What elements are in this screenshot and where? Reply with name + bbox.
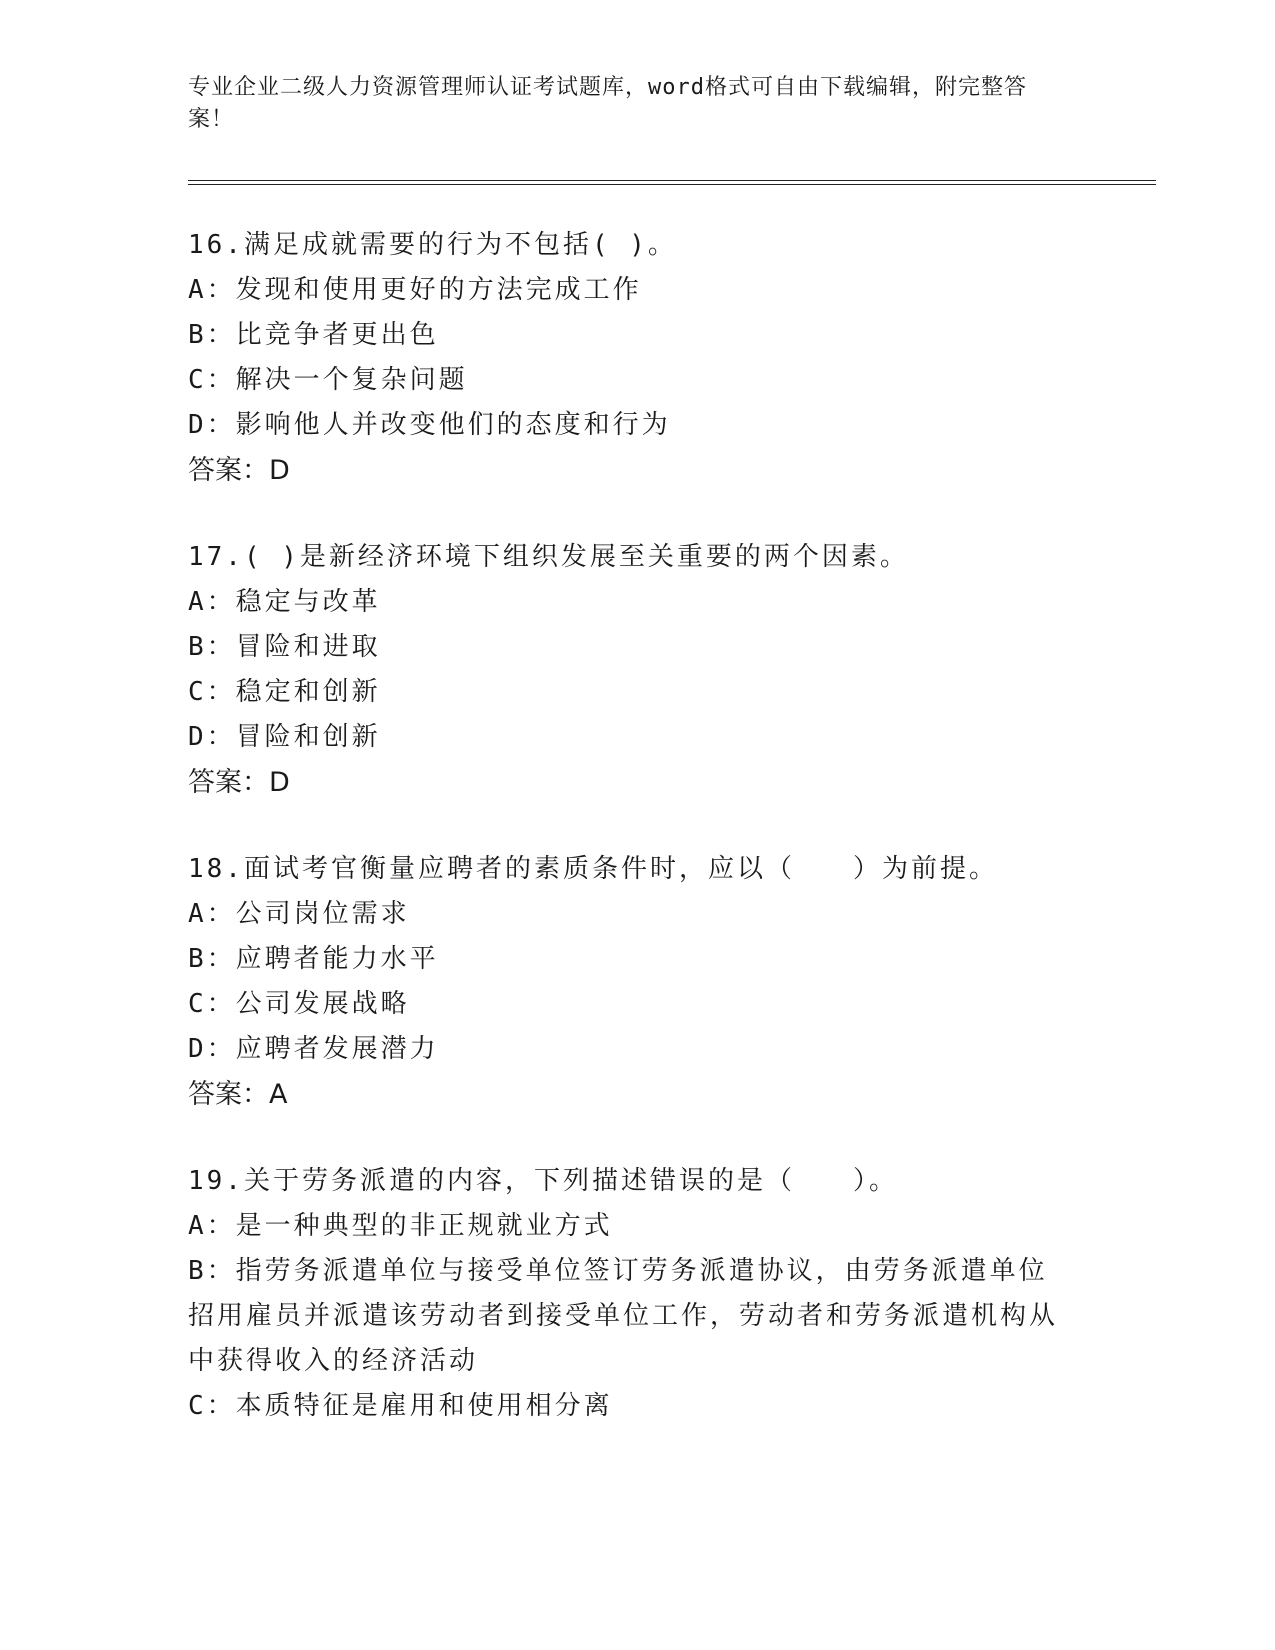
option-b: B：指劳务派遣单位与接受单位签订劳务派遣协议，由劳务派遣单位招用雇员并派遣该劳动者到接受单位工作，劳动者和劳务派遣机构从中获得收入的经济活动 [188, 1256, 1059, 1376]
question-list [188, 223, 1148, 1429]
question-18 [188, 847, 1148, 1117]
option-a: A：发现和使用更好的方法完成工作 [188, 275, 642, 305]
question-17 [188, 535, 1148, 805]
question-16 [188, 223, 1148, 493]
option-d: D：应聘者发展潜力 [188, 1034, 439, 1064]
document-header: 专业企业二级人力资源管理师认证考试题库，word格式可自由下载编辑，附完整答案！ [188, 75, 1027, 132]
header-divider [188, 180, 1156, 185]
question-stem: 18.面试考官衡量应聘者的素质条件时，应以（ ）为前提。 [188, 854, 998, 884]
question-stem: 16.满足成就需要的行为不包括( )。 [188, 230, 677, 260]
option-d: D：冒险和创新 [188, 722, 381, 752]
answer: 答案：A [188, 1079, 288, 1110]
option-b: B：应聘者能力水平 [188, 944, 439, 974]
option-c: C：解决一个复杂问题 [188, 365, 468, 395]
option-b: B：比竞争者更出色 [188, 320, 439, 350]
option-c: C：公司发展战略 [188, 989, 410, 1019]
option-b: B：冒险和进取 [188, 632, 381, 662]
option-a: A：稳定与改革 [188, 587, 381, 617]
option-a: A：是一种典型的非正规就业方式 [188, 1211, 613, 1241]
document-page [188, 72, 1148, 1471]
question-19 [188, 1159, 1148, 1429]
option-a: A：公司岗位需求 [188, 899, 410, 929]
question-stem: 19.关于劳务派遣的内容，下列描述错误的是（ ）。 [188, 1166, 898, 1196]
option-c: C：稳定和创新 [188, 677, 381, 707]
answer: 答案：D [188, 767, 290, 798]
question-stem: 17.( )是新经济环境下组织发展至关重要的两个因素。 [188, 542, 909, 572]
option-c: C：本质特征是雇用和使用相分离 [188, 1391, 613, 1421]
answer: 答案：D [188, 455, 290, 486]
option-d: D：影响他人并改变他们的态度和行为 [188, 410, 671, 440]
